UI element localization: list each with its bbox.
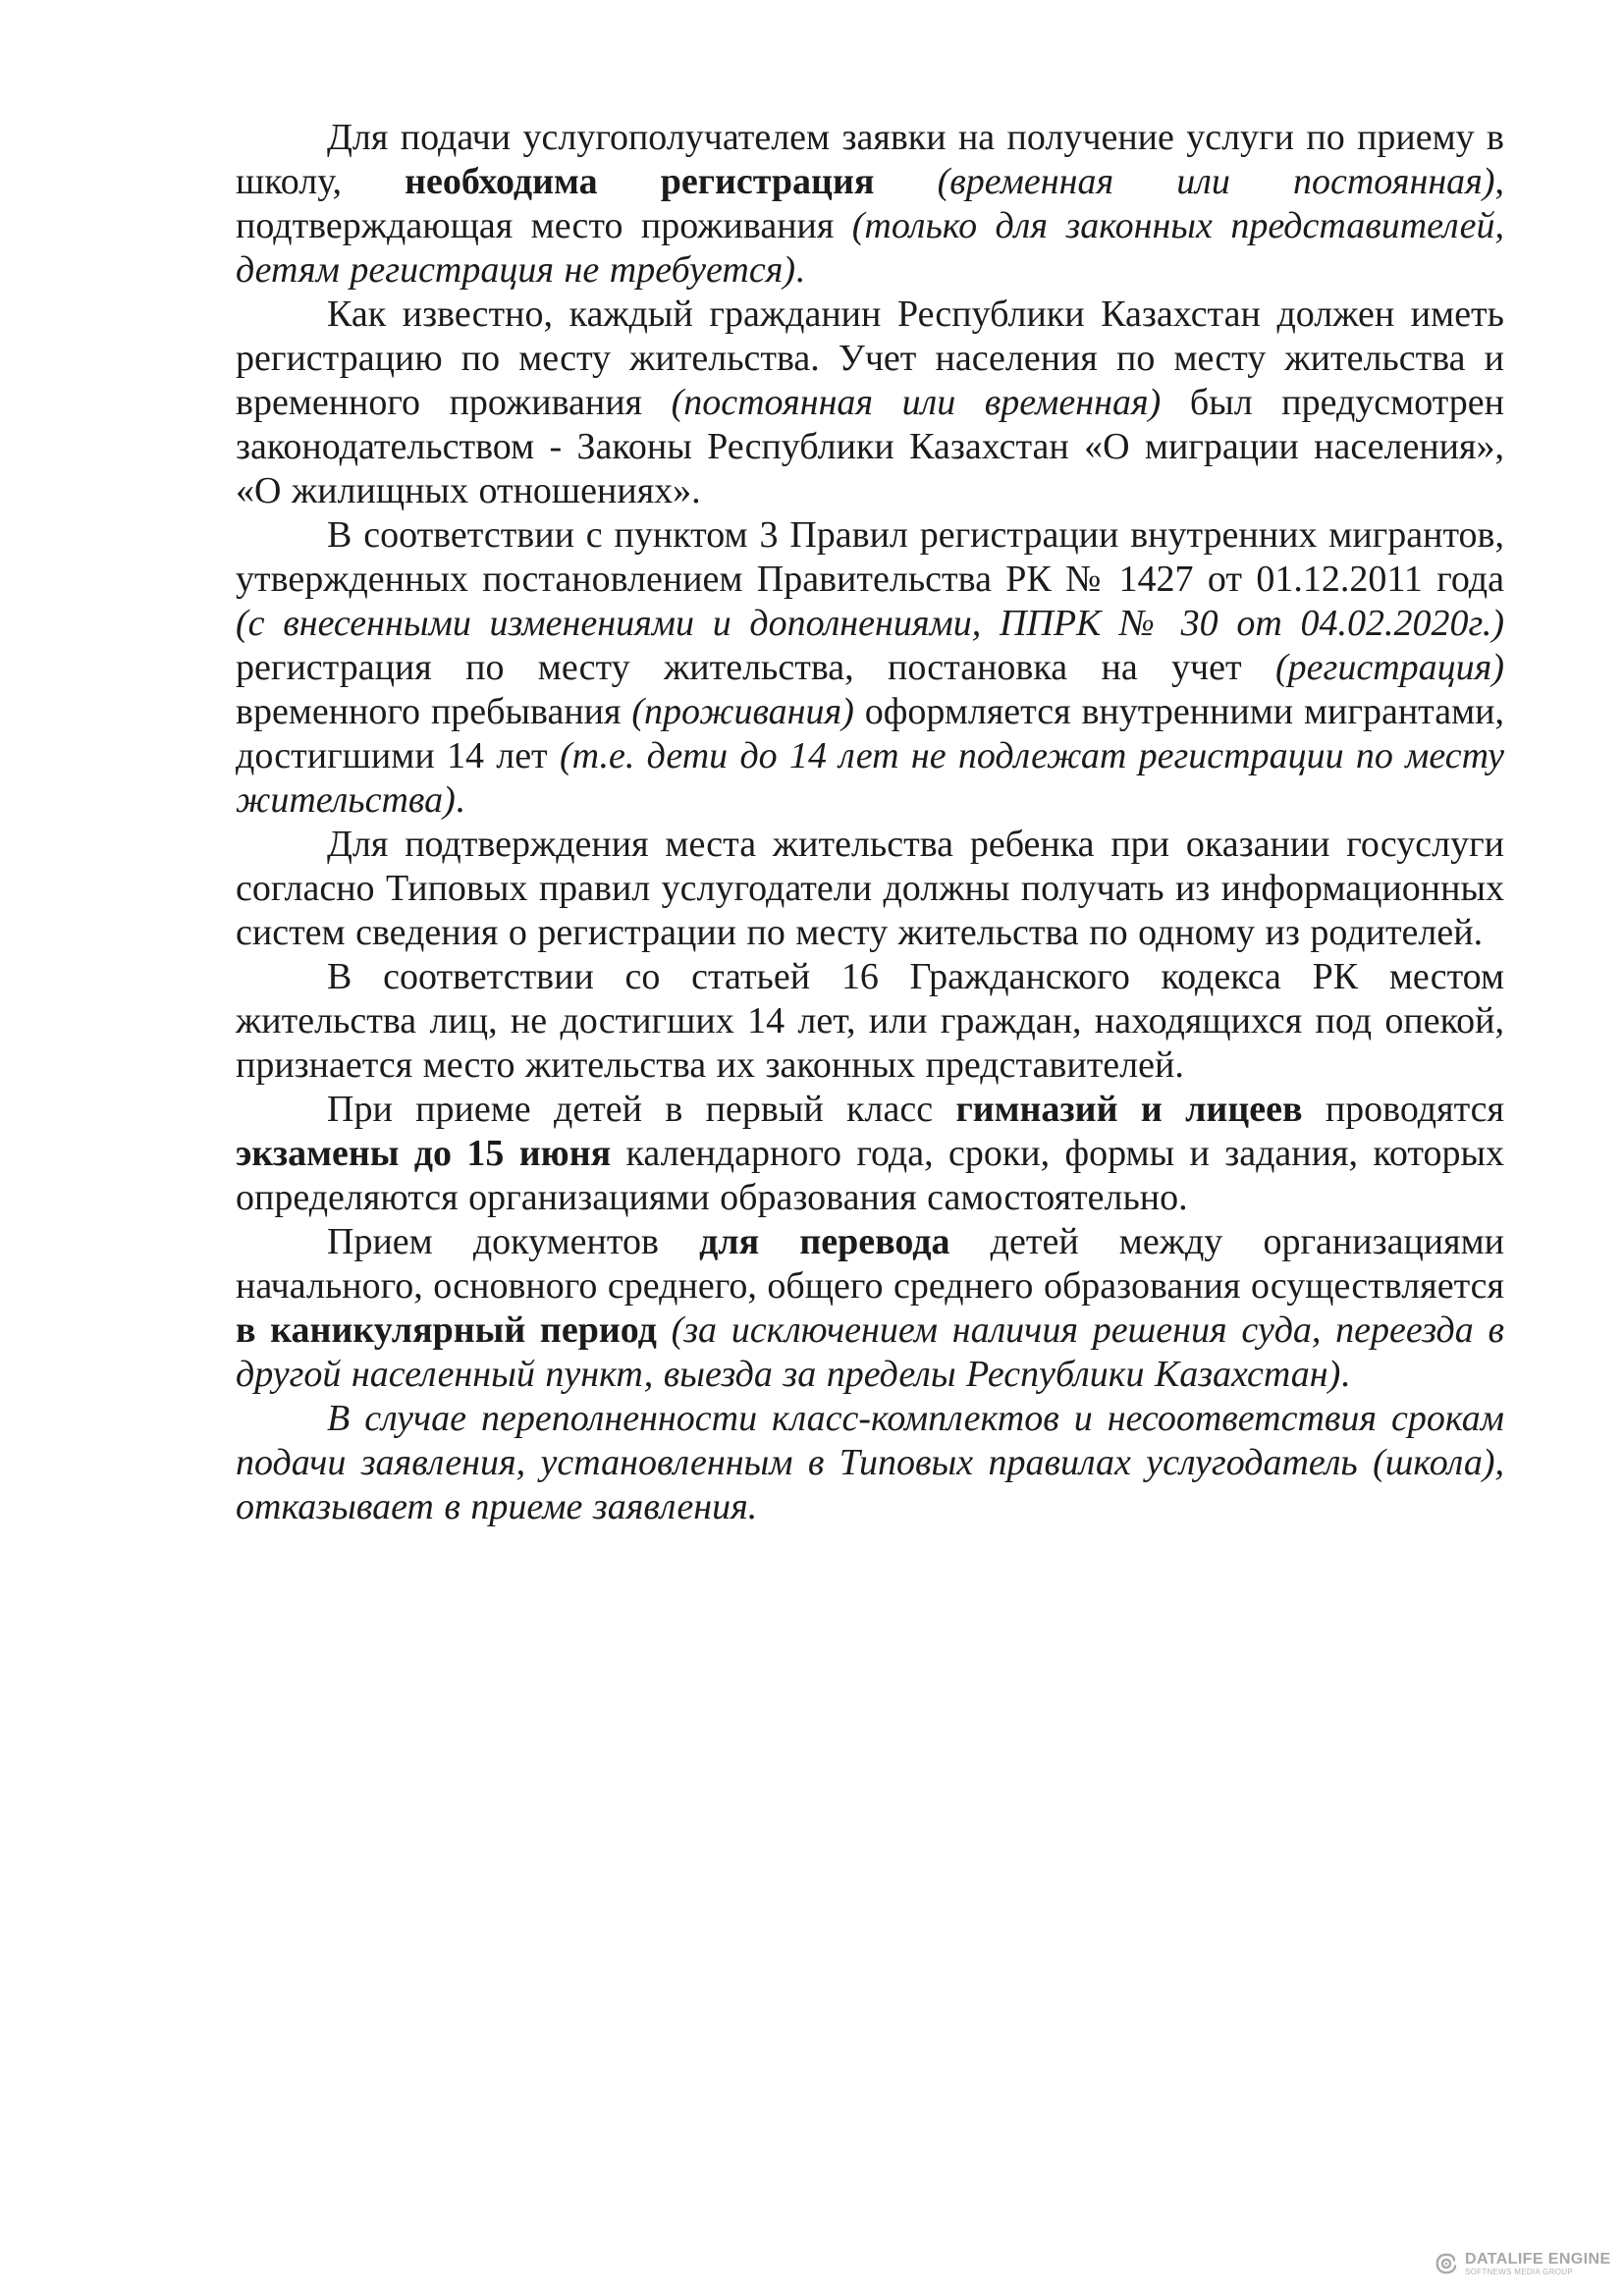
watermark-title: DATALIFE ENGINE — [1465, 2251, 1611, 2268]
text-run: временного пребывания — [236, 691, 632, 732]
paragraph — [236, 955, 1504, 1088]
paragraph — [236, 1397, 1504, 1529]
text-run: регистрация по месту жительства, постановка на учет — [236, 647, 1276, 688]
text-run: необходима регистрация — [405, 161, 938, 202]
text-run: (регистрация) — [1275, 647, 1504, 688]
text-run: В соответствии с пунктом 3 Правил регистрации внутренних мигрантов, утвержденных постановлением Правительства РК № 1427 от 01.12.2011 года — [236, 514, 1504, 600]
text-run: . — [455, 779, 465, 821]
text-run: Как известно, каждый гражданин Республики Казахстан должен иметь регистрацию по месту жительства. Учет населения по месту жительства и временного проживания — [236, 294, 1504, 423]
text-run: был предусмотрен законодательством - Законы Республики Казахстан «О миграции населения», «О жилищных отношениях». — [236, 382, 1504, 511]
paragraph — [236, 1088, 1504, 1220]
document-body — [236, 116, 1504, 1529]
paragraph — [236, 1220, 1504, 1397]
text-run: Для подтверждения места жительства ребенка при оказании госуслуги согласно Типовых правил услугодатели должны получать из информационных систем сведения о регистрации по месту жительства по одному из родителей. — [236, 824, 1504, 953]
text-run: (т.е. дети до 14 лет не подлежат регистрации по месту жительства) — [236, 735, 1504, 821]
text-run: календарного года, сроки, формы и задания, которых определяются организациями образования самостоятельно. — [236, 1133, 1504, 1218]
paragraph — [236, 823, 1504, 955]
text-run: (постоянная или временная) — [671, 382, 1162, 423]
text-run: , подтверждающая место проживания — [236, 161, 1504, 246]
text-run: (за исключением наличия решения суда, переезда в другой населенный пункт, выезда за пределы Республики Казахстан) — [236, 1309, 1504, 1395]
text-run: Для подачи услугополучателем заявки на получение услуги по приему в школу, — [236, 117, 1504, 202]
paragraph — [236, 293, 1504, 513]
watermark-subtitle: SOFTNEWS MEDIA GROUP — [1465, 2268, 1574, 2276]
text-run: проводятся — [1302, 1089, 1504, 1130]
watermark-text — [1465, 2252, 1611, 2277]
text-run: Прием документов — [327, 1221, 700, 1262]
text-run: (с внесенными изменениями и дополнениями, ППРК № 30 от 04.02.2020г.) — [236, 603, 1504, 644]
text-run: гимназий и лицеев — [955, 1089, 1303, 1130]
datalife-eye-logo-icon — [1435, 2252, 1458, 2275]
text-run: При приеме детей в первый класс — [327, 1089, 956, 1130]
text-run: В случае переполненности класс-комплектов и несоответствия срокам подачи заявления, установленным в Типовых правилах услугодатель (школа), отказывает в приеме заявления. — [236, 1398, 1504, 1527]
datalife-watermark — [1435, 2252, 1611, 2277]
text-run: для перевода — [699, 1221, 950, 1262]
text-run: (только для законных представителей, детям регистрация не требуется) — [236, 205, 1504, 291]
text-run: экзамены до 15 июня — [236, 1133, 612, 1174]
text-run: (временная или постоянная) — [937, 161, 1495, 202]
text-run: оформляется внутренними мигрантами, достигшими 14 лет — [236, 691, 1504, 776]
text-run: . — [1340, 1354, 1350, 1395]
text-run: детей между организациями начального, основного среднего, общего среднего образования осуществляется — [236, 1221, 1504, 1307]
paragraph — [236, 513, 1504, 823]
text-run: в каникулярный период — [236, 1309, 672, 1351]
text-run: . — [795, 249, 805, 291]
paragraph — [236, 116, 1504, 293]
text-run: (проживания) — [631, 691, 854, 732]
text-run: В соответствии со статьей 16 Гражданского кодекса РК местом жительства лиц, не достигших 14 лет, или граждан, находящихся под опекой, признается место жительства их законных представителей. — [236, 956, 1504, 1086]
